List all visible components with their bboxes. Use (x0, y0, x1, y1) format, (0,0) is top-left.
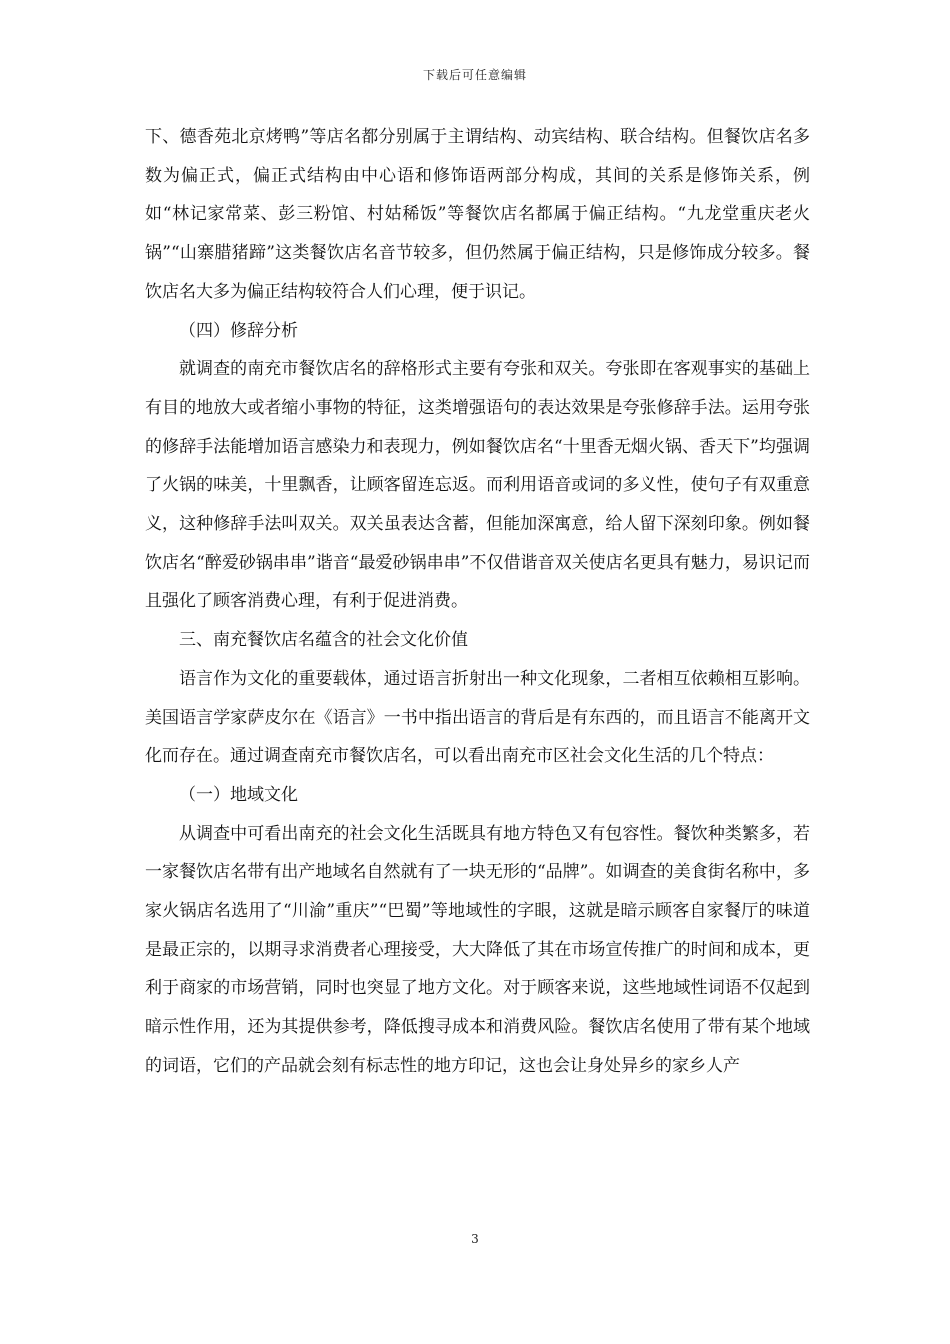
heading-regional-culture: （一）地域文化 (179, 784, 298, 805)
paragraph-rhetoric: 就调查的南充市餐饮店名的辞格形式主要有夸张和双关。夸张即在客观事实的基础上有目的地放大或者缩小事物的特征，这类增强语句的表达效果是夸张修辞手法。运用夸张的修辞手法能增加语言感染力和表现力，例如餐饮店名“十里香无烟火锅、香天下”均强调了火锅的味美，十里飘香，让顾客留连忘返。而利用语音或词的多义性，使句子有双重意义，这种修辞手法叫双关。双关虽表达含蓄，但能加深寓意，给人留下深刻印象。例如餐饮店名“醉爱砂锅串串”谐音“最爱砂锅串串”不仅借谐音双关使店名更具有魅力，易识记而且强化了顾客消费心理，有利于促进消费。 (145, 359, 810, 612)
page-header: 下载后可任意编辑 (422, 68, 527, 82)
paragraph-continued: 下、德香苑北京烤鸭”等店名都分别属于主谓结构、动宾结构、联合结构。但餐饮店名多数为偏正式，偏正式结构由中心语和修饰语两部分构成，其间的关系是修饰关系，例如“林记家常菜、彭三粉馆、村姑稀饭”等餐饮店名都属于偏正结构。“九龙堂重庆老火锅”“山寨腊猪蹄”这类餐饮店名音节较多，但仍然属于偏正结构，只是修饰成分较多。餐饮店名大多为偏正结构较符合人们心理，便于识记。 (145, 127, 810, 302)
heading-cultural-value: 三、南充餐饮店名蕴含的社会文化价值 (179, 630, 468, 651)
paragraph-language-culture: 语言作为文化的重要载体，通过语言折射出一种文化现象，二者相互依赖相互影响。美国语言学家萨皮尔在《语言》一书中指出语言的背后是有东西的，而且语言不能离开文化而存在。通过调查南充市餐饮店名，可以看出南充市区社会文化生活的几个特点： (145, 668, 810, 767)
body-text (145, 118, 810, 1086)
paragraph-regional-culture: 从调查中可看出南充的社会文化生活既具有地方特色又有包容性。餐饮种类繁多，若一家餐饮店名带有出产地域名自然就有了一块无形的“品牌”。如调查的美食街名称中，多家火锅店名选用了“川渝”重庆”“巴蜀”等地域性的字眼，这就是暗示顾客自家餐厅的味道是最正宗的，以期寻求消费者心理接受，大大降低了其在市场宣传推广的时间和成本，更利于商家的市场营销，同时也突显了地方文化。对于顾客来说，这些地域性词语不仅起到暗示性作用，还为其提供参考，降低搜寻成本和消费风险。餐饮店名使用了带有某个地域的词语，它们的产品就会刻有标志性的地方印记，这也会让身处异乡的家乡人产 (145, 823, 810, 1076)
heading-rhetoric-analysis: （四）修辞分析 (179, 320, 298, 341)
page-number: 3 (471, 1232, 479, 1246)
